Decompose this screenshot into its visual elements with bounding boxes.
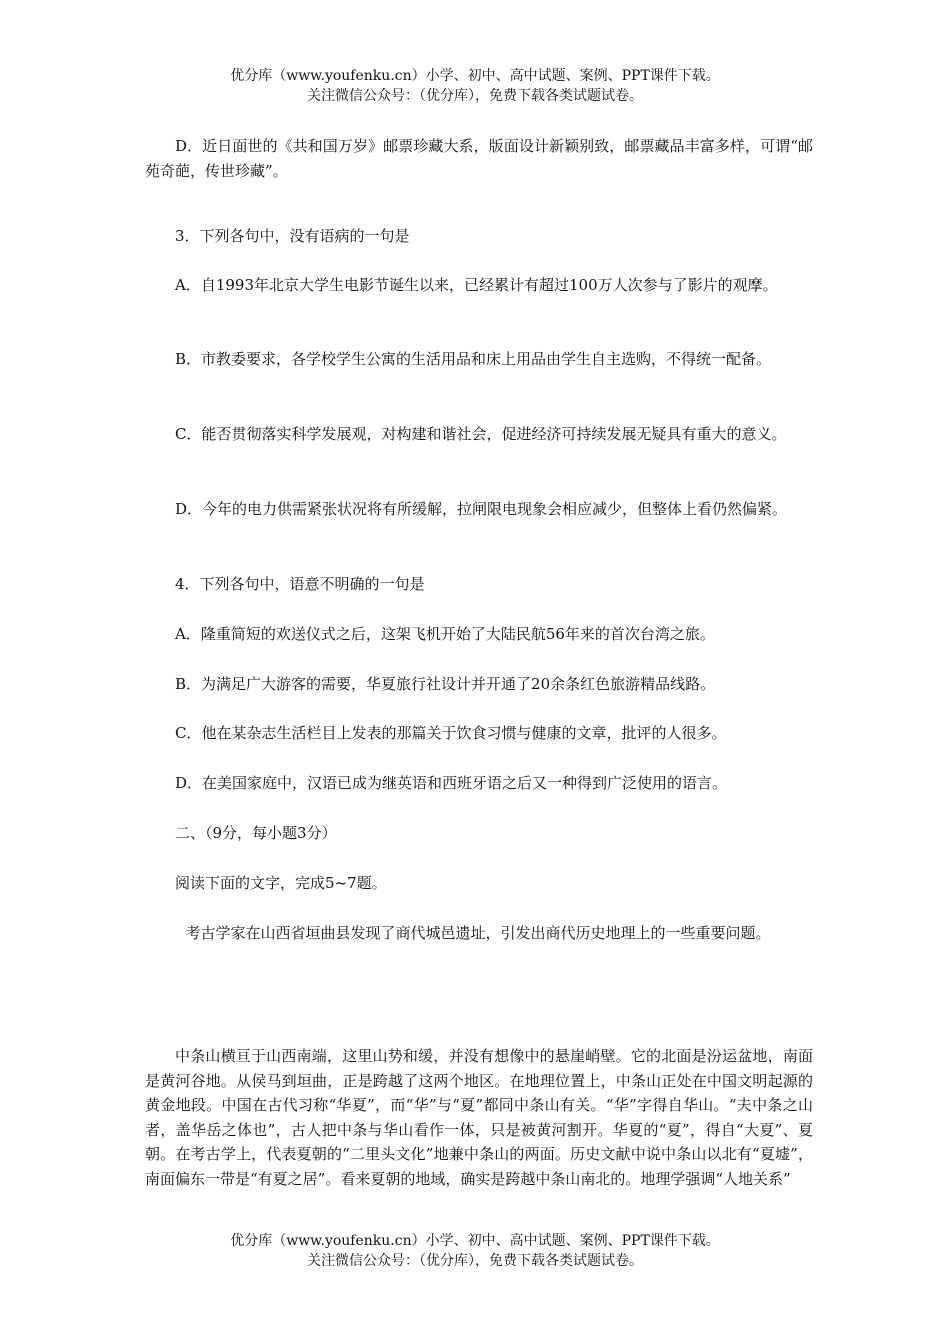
section-2-heading: 二、（9分，每小题3分） [175,824,337,842]
footer-line-2: 关注微信公众号：（优分库），免费下载各类试题试卷。 [307,1253,643,1269]
page-footer [0,1231,950,1271]
q4-stem: 4．下列各句中，语意不明确的一句是 [175,575,425,593]
q3-option-d: D．今年的电力供需紧张状况将有所缓解，拉闸限电现象会相应减少，但整体上看仍然偏紧。 [175,500,788,518]
q3-option-c: C．能否贯彻落实科学发展观，对构建和谐社会，促进经济可持续发展无疑具有重大的意义。 [175,425,787,443]
q3-stem: 3．下列各句中，没有语病的一句是 [175,227,410,245]
q3-option-b: B．市教委要求，各学校学生公寓的生活用品和床上用品由学生自主选购，不得统一配备。 [175,350,772,368]
q4-option-b: B．为满足广大游客的需要，华夏旅行社设计并开通了20余条红色旅游精品线路。 [175,675,716,693]
footer-line-1: 优分库（www.youfenku.cn）小学、初中、高中试题、案例、PPT课件下载。 [230,1233,720,1249]
q3-option-a: A．自1993年北京大学生电影节诞生以来，已经累计有超过100万人次参与了影片的观摩。 [175,276,778,294]
q4-option-a: A．隆重简短的欢送仪式之后，这架飞机开始了大陆民航56年来的首次台湾之旅。 [175,625,715,643]
passage-intro: 考古学家在山西省垣曲县发现了商代城邑遗址，引发出商代历史地理上的一些重要问题。 [185,924,771,942]
q2-option-d: D．近日面世的《共和国万岁》邮票珍藏大系，版面设计新颖别致，邮票藏品丰富多样，可谓“邮苑奇葩，传世珍藏”。 [145,137,813,180]
passage-body: 中条山横亘于山西南端，这里山势和缓，并没有想像中的悬崖峭壁。它的北面是汾运盆地，南面是黄河谷地。从侯马到垣曲，正是跨越了这两个地区。在地理位置上，中条山正处在中国文明起源的黄金地段。中国在古代习称“华夏”，而“华”与“夏”都同中条山有关。“华”字得自华山。“夫中条之山者，盖华岳之体也”，古人把中条与华山看作一体，只是被黄河割开。华夏的“夏”，得自“大夏”、夏朝。在考古学上，代表夏朝的“二里头文化”地兼中条山的两面。历史文献中说中条山以北有“夏墟”，南面偏东一带是“有夏之居”。看来夏朝的地域，确实是跨越中条山南北的。地理学强调“人地关系” [145,1047,813,1188]
page-header [0,66,950,106]
q4-option-c: C．他在某杂志生活栏目上发表的那篇关于饮食习惯与健康的文章，批评的人很多。 [175,724,727,742]
q4-option-d: D．在美国家庭中，汉语已成为继英语和西班牙语之后又一种得到广泛使用的语言。 [175,774,728,792]
header-line-1: 优分库（www.youfenku.cn）小学、初中、高中试题、案例、PPT课件下载。 [230,68,720,84]
section-2-instruction: 阅读下面的文字，完成5~7题。 [175,874,387,892]
header-line-2: 关注微信公众号：（优分库），免费下载各类试题试卷。 [307,88,643,104]
